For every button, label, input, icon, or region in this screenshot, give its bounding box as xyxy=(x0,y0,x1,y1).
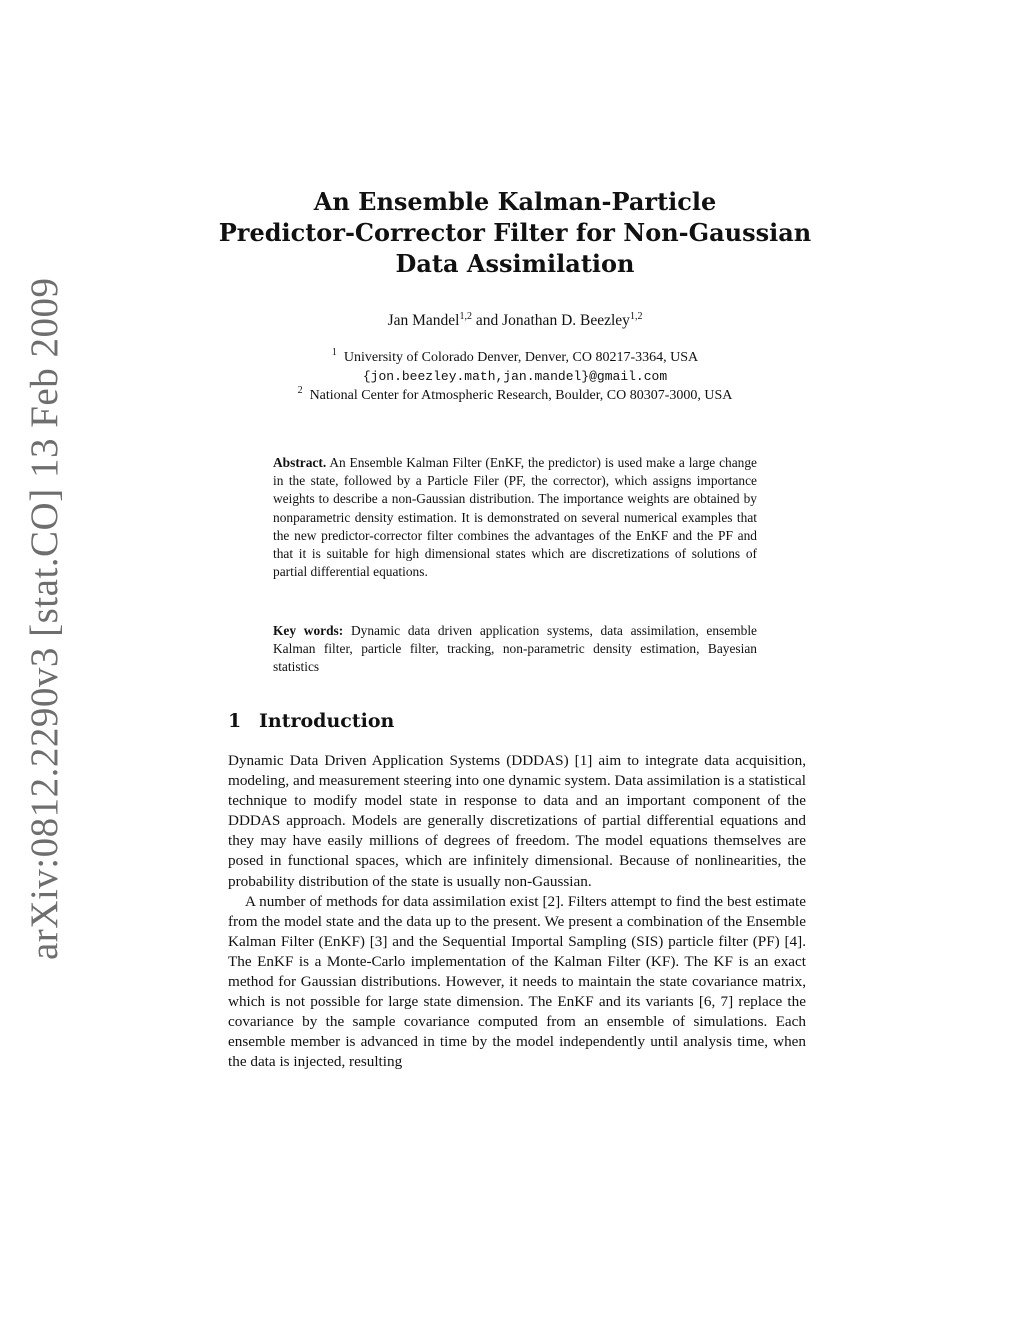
keywords xyxy=(273,622,757,677)
author-name: Jan Mandel xyxy=(387,312,460,329)
paper-title xyxy=(200,186,830,279)
section-heading xyxy=(228,710,394,732)
affiliation-mark: 1 xyxy=(331,347,337,358)
keywords-label: Key words: xyxy=(273,623,344,638)
paragraph: A number of methods for data assimilation exist [2]. Filters attempt to find the best estimate from the model state and the data up to the present. We present a combination of the Ensemble Kalman Filter (EnKF) [3] and the Sequential Importal Sampling (SIS) particle filter (PF) [4]. The EnKF is a Monte-Carlo implementation of the Kalman Filter (KF). The KF is an exact method for Gaussian distributions. However, it needs to maintain the state covariance matrix, which is not possible for large state dimension. The EnKF and its variants [6, 7] replace the covariance by the sample covariance computed from an ensemble of simulations. Each ensemble member is advanced in time by the model independently until analysis time, when the data is injected, resulting xyxy=(228,892,806,1071)
section-number: 1 xyxy=(228,710,242,732)
author-email: {jon.beezley.math,jan.mandel}@gmail.com xyxy=(362,369,668,384)
affiliation-text: University of Colorado Denver, Denver, CO 80217-3364, USA xyxy=(343,350,699,365)
section-title: Introduction xyxy=(259,710,395,732)
arxiv-identifier: arXiv:0812.2290v3 [stat.CO] 13 Feb 2009 xyxy=(23,277,66,960)
author-affiliation-mark: 1,2 xyxy=(459,311,472,322)
abstract-label: Abstract. xyxy=(273,455,327,470)
abstract xyxy=(273,454,757,581)
author-name: Jonathan D. Beezley xyxy=(502,312,630,329)
title-line-1: An Ensemble Kalman-Particle xyxy=(313,187,717,216)
body-text xyxy=(228,751,806,1073)
author-connector: and xyxy=(471,312,503,329)
affiliation-1 xyxy=(200,348,830,367)
title-line-3: Data Assimilation xyxy=(395,249,635,278)
paragraph: Dynamic Data Driven Application Systems (DDDAS) [1] aim to integrate data acquisition, modeling, and measurement steering into one dynamic system. Data assimilation is a statistical technique to modify model state in response to data and an important component of the DDDAS approach. Models are generally discretizations of partial differential equations and they may have easily millions of degrees of freedom. The model equations themselves are posed in functional spaces, which are infinitely dimensional. Because of nonlinearities, the probability distribution of the state is usually non-Gaussian. xyxy=(228,752,806,890)
author-affiliation-mark: 1,2 xyxy=(629,311,643,322)
affiliation-text: National Center for Atmospheric Research, Boulder, CO 80307-3000, USA xyxy=(309,388,733,403)
affiliations xyxy=(200,348,830,405)
affiliation-mark: 2 xyxy=(297,385,303,396)
affiliation-2 xyxy=(200,386,830,405)
author-list xyxy=(200,312,830,330)
abstract-text: An Ensemble Kalman Filter (EnKF, the predictor) is used make a large change in the state, followed by a Particle Filer (PF, the corrector), which assigns importance weights to describe a non-Gaussian distribution. The importance weights are obtained by nonparametric density estimation. It is demonstrated on several numerical examples that the new predictor-corrector filter combines the advantages of the EnKF and the PF and that it is suitable for high dimensional states which are discretizations of solutions of partial differential equations. xyxy=(273,455,758,580)
keywords-text: Dynamic data driven application systems, data assimilation, ensemble Kalman filter, particle filter, tracking, non-parametric density estimation, Bayesian statistics xyxy=(273,623,757,675)
title-line-2: Predictor-Corrector Filter for Non-Gaussian xyxy=(218,218,812,247)
